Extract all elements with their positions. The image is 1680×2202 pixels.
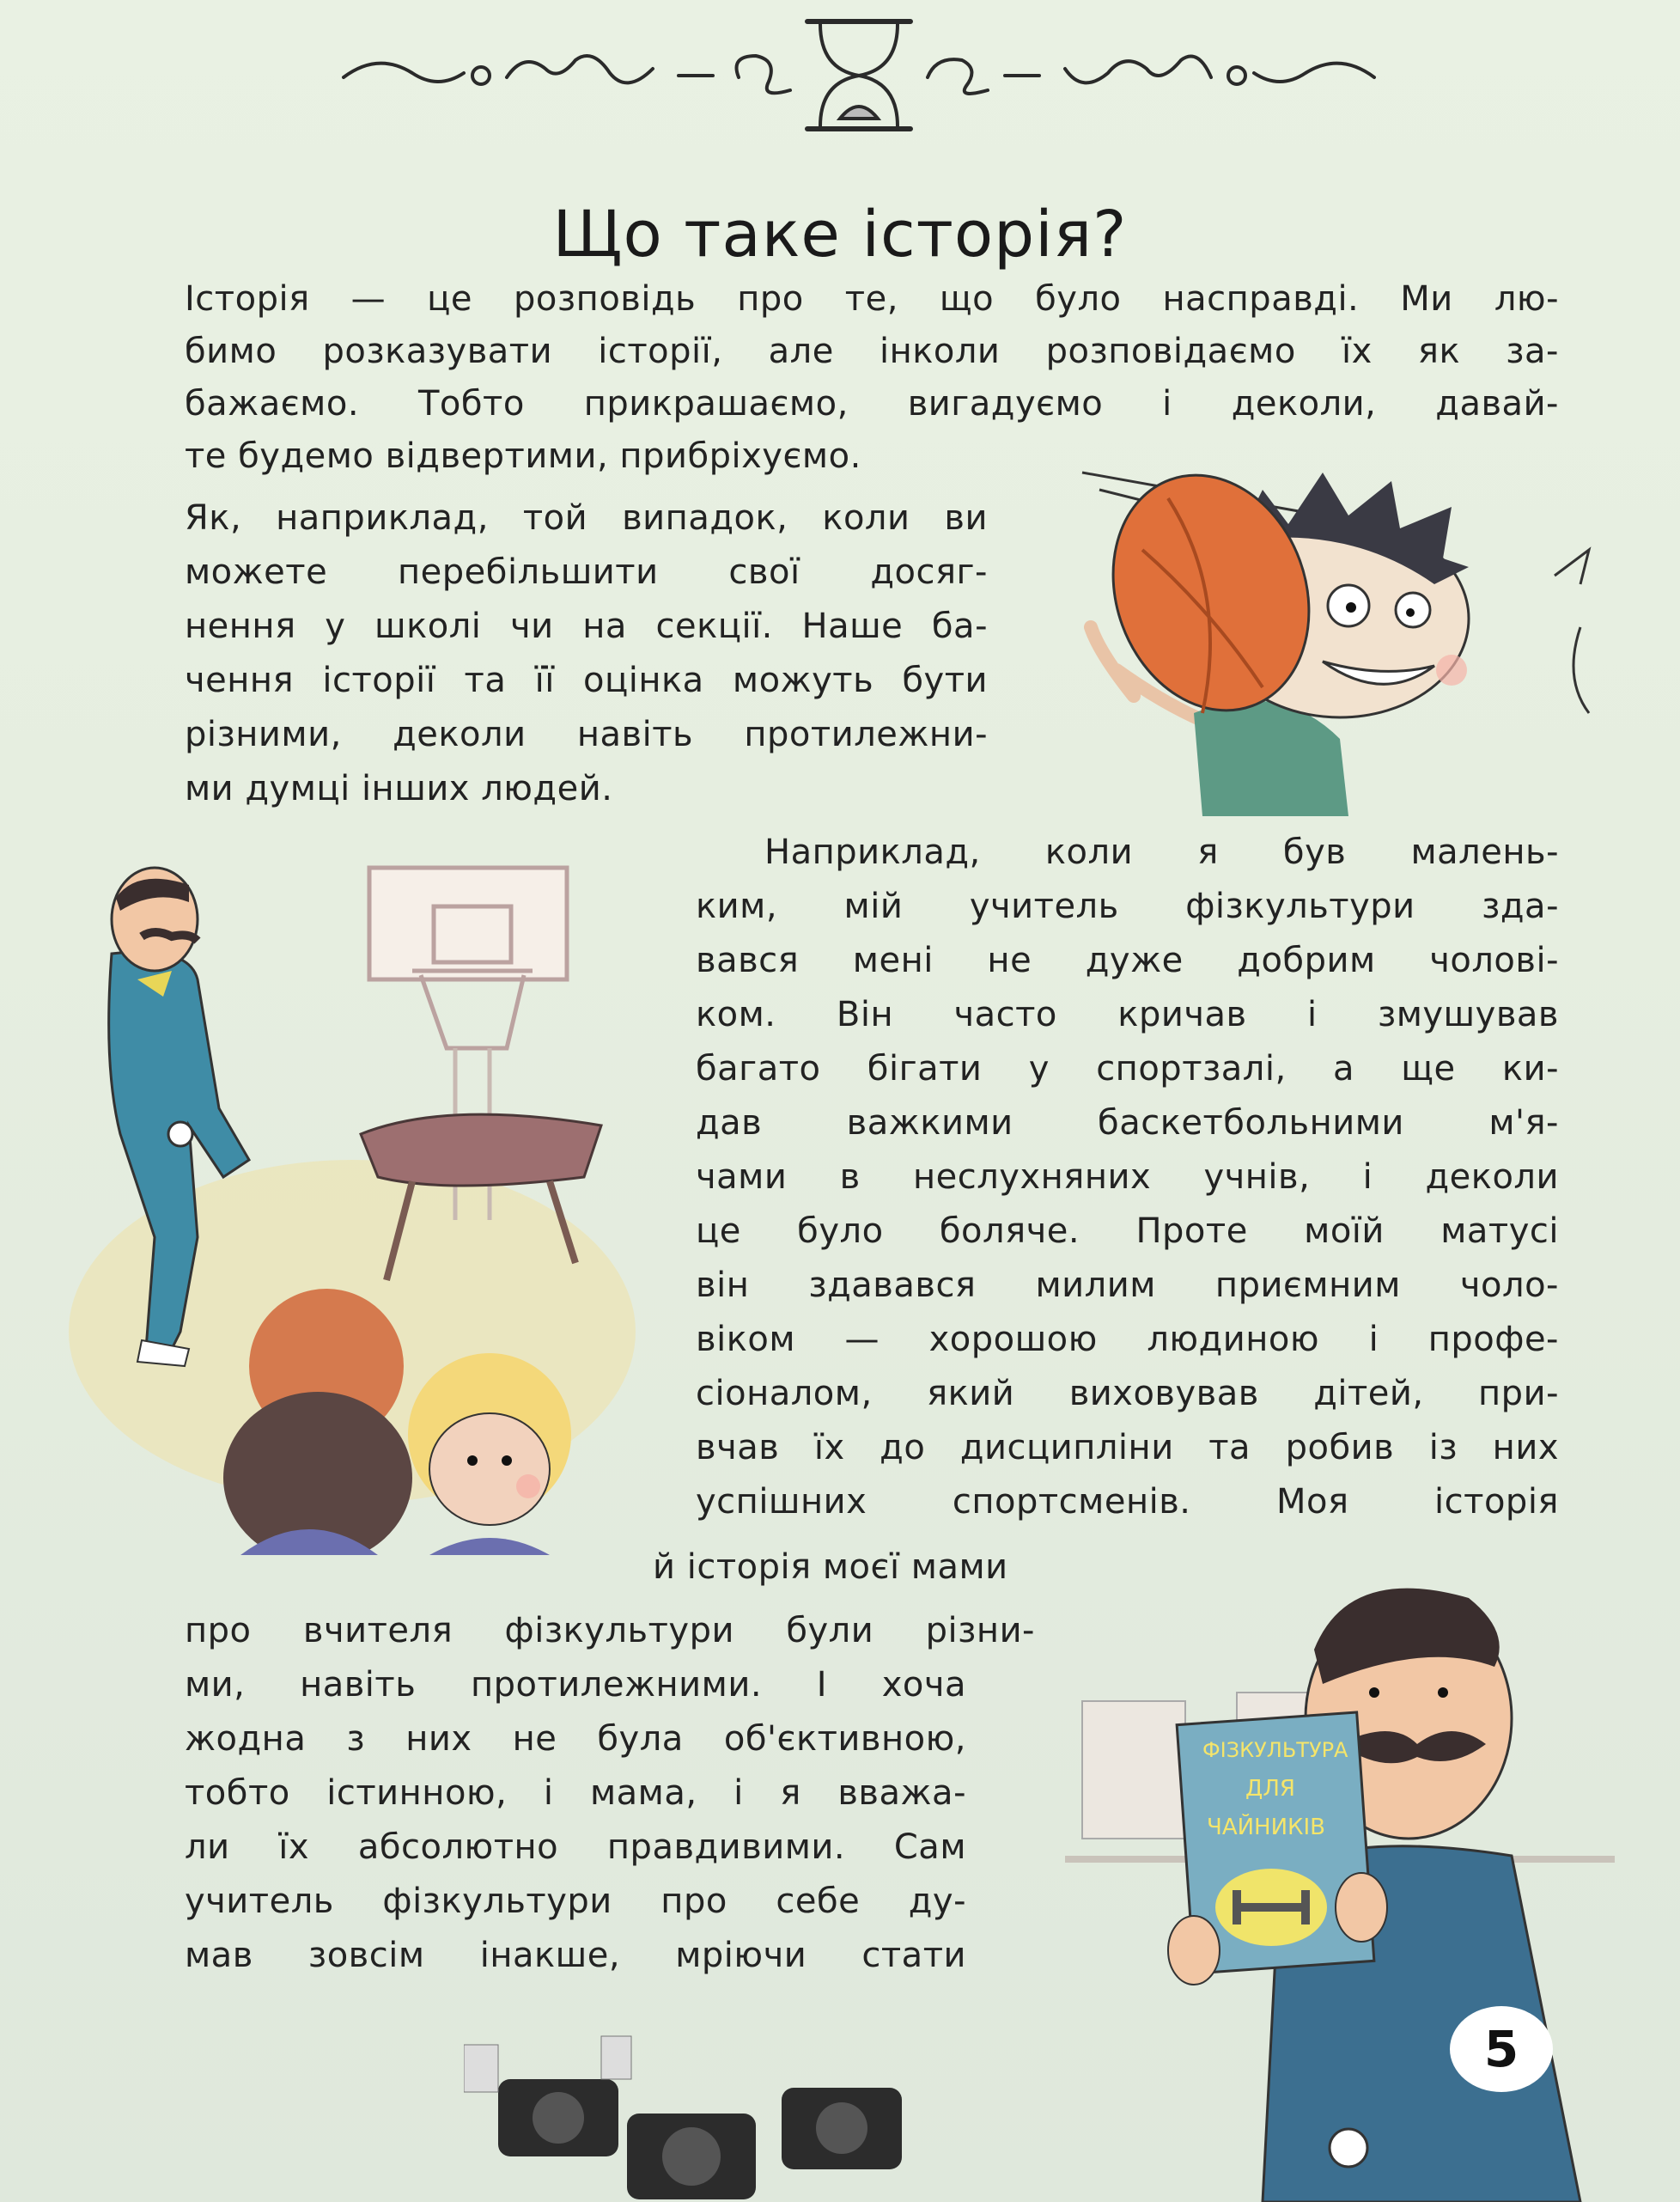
paragraph-line: успішних спортсменів. Моя історія bbox=[696, 1482, 1559, 1522]
paragraph-line: про вчителя фізкультури були різни- bbox=[185, 1611, 1035, 1650]
pommel-horse bbox=[361, 1114, 601, 1186]
paragraph-line: він здавався милим приємним чоло- bbox=[696, 1266, 1559, 1305]
paragraph-line: те будемо відвертими, прибріхуємо. bbox=[185, 436, 861, 476]
page-number: 5 bbox=[1450, 2006, 1553, 2092]
paragraph-line: чення історії та її оцінка можуть бути bbox=[185, 661, 988, 700]
gym-teacher-illustration bbox=[69, 851, 687, 1555]
paragraph-line: нення у школі чи на секції. Наше ба- bbox=[185, 607, 988, 646]
paragraph-line: ми думці інших людей. bbox=[185, 769, 613, 808]
shelf-book bbox=[1082, 1701, 1185, 1839]
paragraph-line: мав зовсім інакше, мріючи стати bbox=[185, 1936, 966, 1975]
paragraph-line: жодна з них не була об'єктивною, bbox=[185, 1719, 966, 1759]
paragraph-line: вчав їх до дисципліни та робив із них bbox=[696, 1428, 1559, 1467]
paragraph-line: різними, деколи навіть протилежни- bbox=[185, 715, 988, 754]
paragraph-line: бимо розказувати історії, але інколи розповідаємо їх як за- bbox=[185, 332, 1559, 371]
paragraph-line: ким, мій учитель фізкультури зда- bbox=[696, 887, 1559, 926]
paragraph-line: вався мені не дуже добрим чолові- bbox=[696, 941, 1559, 980]
paragraph-line: багато бігати у спортзалі, а ще ки- bbox=[696, 1049, 1559, 1089]
book-title-line1: ФІЗКУЛЬТУРА bbox=[1202, 1738, 1348, 1762]
paragraph-line: це було боляче. Проте моїй матусі bbox=[696, 1211, 1559, 1251]
hourglass-ornament bbox=[326, 9, 1391, 137]
page-title: Що таке історія? bbox=[552, 197, 1128, 271]
paragraph-line: ми, навіть протилежними. І хоча bbox=[185, 1665, 966, 1705]
paragraph-line: Наприклад, коли я був малень- bbox=[764, 833, 1559, 872]
paragraph-line: віком — хорошою людиною і профе- bbox=[696, 1320, 1559, 1359]
paragraph-line: учитель фізкультури про себе ду- bbox=[185, 1882, 966, 1921]
teacher-with-book-illustration bbox=[1065, 1546, 1615, 2202]
paragraph-line: сіоналом, який виховував дітей, при- bbox=[696, 1374, 1559, 1413]
paragraph-line: ли їх абсолютно правдивими. Сам bbox=[185, 1827, 966, 1867]
paragraph-line: чами в неслухняних учнів, і деколи bbox=[696, 1157, 1559, 1197]
book-title-line3: ЧАЙНИКІВ bbox=[1207, 1815, 1326, 1840]
cameras-illustration bbox=[464, 2028, 945, 2202]
paragraph-line: й історія моєї мами bbox=[653, 1547, 1008, 1587]
paragraph-line: Історія — це розповідь про те, що було насправді. Ми лю- bbox=[185, 279, 1559, 319]
paragraph-line: можете перебільшити свої досяг- bbox=[185, 552, 988, 592]
book-title-line2: ДЛЯ bbox=[1245, 1776, 1295, 1802]
paragraph-line: бажаємо. Тобто прикрашаємо, вигадуємо і деколи, давай- bbox=[185, 384, 1559, 424]
paragraph-line: ком. Він часто кричав і змушував bbox=[696, 995, 1559, 1034]
stopwatch-icon bbox=[1330, 2129, 1367, 2167]
paragraph-line: Як, наприклад, той випадок, коли ви bbox=[185, 498, 988, 538]
boy-with-ball-illustration bbox=[1065, 455, 1632, 816]
paragraph-line: дав важкими баскетбольними м'я- bbox=[696, 1103, 1559, 1143]
paragraph-line: тобто істинною, і мама, і я вважа- bbox=[185, 1773, 966, 1813]
